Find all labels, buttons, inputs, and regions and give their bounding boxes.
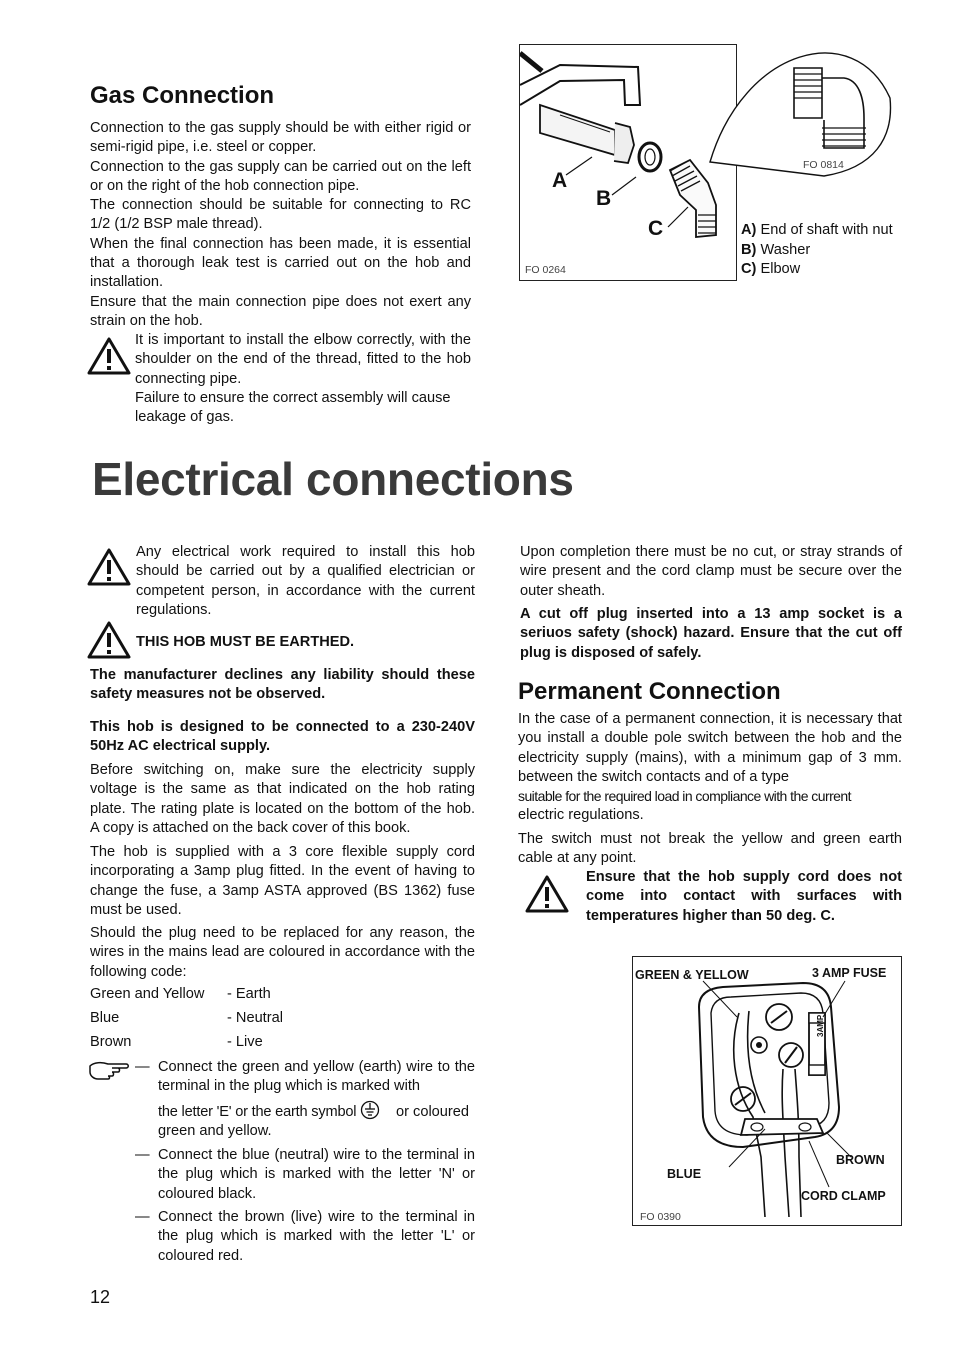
supply-notice: This hob is designed to be connected to a 230-240V 50Hz AC electrical supply.	[90, 719, 475, 755]
permanent-para-1c: electric regulations.	[518, 807, 644, 824]
gas-warning-1: It is important to install the elbow correctly, with the shoulder on the end of the thread, fitted to the hob connecting pipe.	[135, 332, 471, 387]
legend-row-b	[741, 241, 893, 261]
gas-figure-legend	[741, 221, 893, 280]
permanent-para-1b: suitable for the required load in compliance with the current	[518, 788, 851, 805]
warning-qualified-electrician: Any electrical work required to install this hob should be carried out by a qualified electrician or competent person, in accordance with the current regulations.	[136, 544, 475, 618]
label-b: B	[596, 187, 612, 210]
warning-triangle-icon	[86, 547, 132, 587]
wire-role-earth: - Earth	[227, 986, 271, 1002]
gas-warning-block	[135, 331, 471, 427]
dash-2: —	[135, 1147, 150, 1163]
legend-key-a: A)	[741, 222, 757, 238]
gas-para-4: When the final connection has been made, it is essential that a thorough leak test is carried out on the hob and installation.	[90, 235, 471, 291]
label-blue: BLUE	[667, 1167, 702, 1181]
figure-code-inset: FO 0814	[803, 159, 844, 171]
gas-para-1: Connection to the gas supply should be with either rigid or semi-rigid pipe, i.e. steel or copper.	[90, 120, 471, 156]
elbow-detail-inset	[704, 38, 894, 180]
figure-code-main: FO 0264	[525, 264, 566, 276]
plug-replace-text: Should the plug need to be replaced for any reason, the wires in the mains lead are coloured in accordance with the following code:	[90, 925, 475, 980]
legend-text-c: Elbow	[760, 261, 801, 277]
legend-key-c: C)	[741, 261, 757, 277]
warning-triangle-icon	[86, 336, 132, 376]
wire-colour-blue: Blue	[90, 1010, 120, 1026]
legend-key-b: B)	[741, 241, 757, 258]
warning-triangle-icon	[86, 620, 132, 660]
wire-colour-green-yellow: Green and Yellow	[90, 986, 205, 1002]
electrical-heading: Electrical connections	[92, 453, 574, 505]
label-brown: BROWN	[836, 1153, 885, 1167]
label-a: A	[552, 169, 568, 192]
gas-para-2: Connection to the gas supply can be carried out on the left or on the right of the hob connection pipe.	[90, 158, 471, 194]
fuse-marking: 3AMP	[816, 1014, 825, 1037]
completion-text: Upon completion there must be no cut, or stray strands of wire present and the cord clamp must be secure over the outer sheath.	[520, 544, 902, 599]
step-3-text: Connect the brown (live) wire to the terminal in the plug which is marked with the letter 'L' or coloured red.	[158, 1209, 475, 1264]
supply-cord-text: The hob is supplied with a 3 core flexible supply cord incorporating a 3amp plug fitted. In the event of having to change the fuse, a 3amp ASTA approved (BS 1362) fuse must be used.	[90, 844, 475, 918]
label-cord-clamp: CORD CLAMP	[801, 1189, 886, 1203]
gas-text-block	[90, 119, 471, 331]
permanent-para-1	[518, 710, 902, 826]
pointing-hand-icon	[88, 1060, 130, 1082]
permanent-para-1a: In the case of a permanent connection, it is necessary that you install a double pole switch between the hob and the electricity supply (mains), with a minimum gap of 3 mm. between the switch contacts and of a type	[518, 711, 902, 785]
plug-wiring-figure	[632, 956, 902, 1226]
cord-temperature-warning: Ensure that the hob supply cord does not come into contact with surfaces with temperatures higher than 50 deg. C.	[586, 869, 902, 924]
dash-3: —	[135, 1209, 150, 1225]
legend-row-c	[741, 260, 893, 280]
permanent-heading: Permanent Connection	[518, 678, 781, 705]
label-c: C	[648, 217, 664, 240]
legend-row-a	[741, 221, 893, 241]
label-green-yellow: GREEN & YELLOW	[635, 968, 749, 982]
dash-1: —	[135, 1059, 150, 1075]
step-1-text-b: the letter 'E' or the earth symbol	[158, 1104, 357, 1120]
step-2-text: Connect the blue (neutral) wire to the terminal in the plug which is marked with the letter 'N' or coloured black.	[158, 1147, 475, 1202]
legend-text-a: End of shaft with nut	[760, 222, 893, 238]
voltage-check-text: Before switching on, make sure the electricity supply voltage is the same as that indicated on the hob rating plate. The rating plate is located on the bottom of the hob. A copy is attached on the back cover of this book.	[90, 762, 475, 836]
legend-text-b: Washer	[760, 241, 811, 258]
wire-code-row	[90, 986, 204, 1002]
liability-notice: The manufacturer declines any liability should these safety measures not be observed.	[90, 667, 475, 703]
page-number: 12	[90, 1287, 111, 1307]
gas-para-5: Ensure that the main connection pipe does not exert any strain on the hob.	[90, 293, 471, 329]
step-1-text-a: Connect the green and yellow (earth) wire to the terminal in the plug which is marked with	[158, 1059, 475, 1095]
wire-role-neutral: - Neutral	[227, 1010, 283, 1026]
gas-heading: Gas Connection	[90, 82, 275, 109]
gas-para-3: The connection should be suitable for connecting to RC 1/2 (1/2 BSP male thread).	[90, 197, 471, 233]
wire-colour-brown: Brown	[90, 1034, 132, 1050]
plug-wiring-drawing	[633, 957, 901, 1225]
figure-code-plug: FO 0390	[640, 1211, 681, 1223]
warning-triangle-icon	[524, 874, 570, 914]
wire-role-live: - Live	[227, 1034, 263, 1050]
gas-warning-2: Failure to ensure the correct assembly will cause leakage of gas.	[135, 389, 451, 426]
label-3-amp-fuse: 3 AMP FUSE	[812, 966, 887, 980]
step-1-text-c: or coloured green and yellow.	[158, 1104, 470, 1140]
warning-must-be-earthed: THIS HOB MUST BE EARTHED.	[136, 634, 355, 650]
permanent-para-2: The switch must not break the yellow and green earth cable at any point.	[518, 831, 902, 867]
cut-off-plug-warning: A cut off plug inserted into a 13 amp socket is a seriuos safety (shock) hazard. Ensure that the cut off plug is disposed of safely.	[520, 606, 902, 661]
